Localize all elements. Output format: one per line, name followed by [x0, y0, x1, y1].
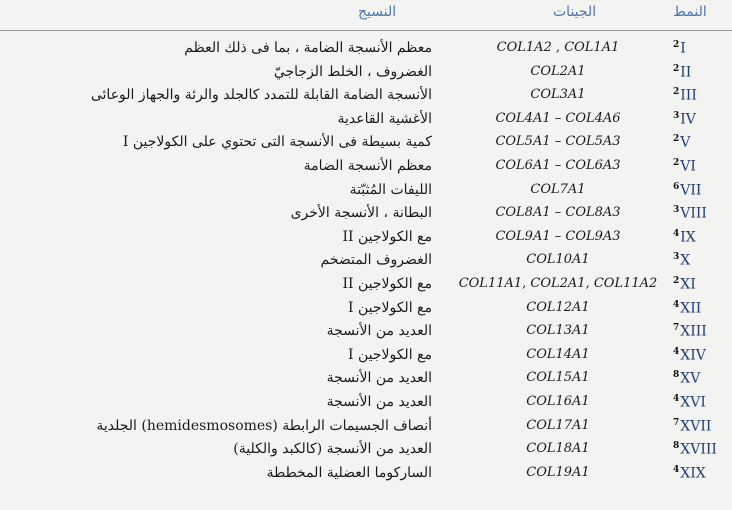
type-cell: [673, 158, 696, 175]
type-superscript: 8: [673, 441, 680, 452]
tissue-cell: أنصاف الجسيمات الرابطة (hemidesmosomes) الجلدية: [96, 417, 432, 434]
type-numeral: XVI: [680, 394, 706, 411]
table-row: [0, 367, 732, 391]
type-superscript: 4: [673, 346, 680, 357]
type-numeral: XIV: [680, 347, 706, 364]
type-superscript: 4: [673, 464, 680, 475]
type-superscript: 3: [673, 205, 680, 216]
table-row: [0, 297, 732, 321]
genes-cell: COL6A1 – COL6A3: [495, 157, 621, 173]
tissue-cell: مع الكولاجين I: [347, 346, 432, 363]
genes-cell: COL5A1 – COL5A3: [495, 134, 621, 150]
tissue-cell: مع الكولاجين I: [347, 299, 432, 316]
type-numeral: VI: [680, 158, 696, 175]
type-superscript: 2: [673, 134, 680, 145]
table-row: [0, 391, 732, 415]
type-numeral: XI: [680, 276, 696, 293]
type-superscript: 2: [673, 275, 680, 286]
type-cell: [673, 465, 706, 482]
type-numeral: II: [680, 64, 692, 81]
type-numeral: X: [680, 253, 691, 269]
type-numeral: IV: [680, 111, 696, 128]
type-numeral: XII: [680, 300, 702, 317]
genes-cell: COL1A2 , COL1A1: [496, 40, 620, 55]
type-superscript: 2: [673, 63, 680, 74]
type-cell: [673, 111, 696, 128]
type-superscript: 2: [673, 40, 680, 50]
genes-cell: COL10A1: [526, 252, 590, 268]
type-numeral: V: [680, 135, 691, 152]
tissue-cell: الغضروف ، الخلط الزجاجيّ: [273, 63, 432, 80]
tissue-cell: الأنسجة الضامة القابلة للتمدد كالجلد والرئة والجهاز الوعائى: [90, 87, 432, 104]
type-superscript: 8: [673, 370, 680, 381]
type-superscript: 3: [673, 110, 680, 121]
table-row: [0, 226, 732, 250]
type-numeral: VII: [680, 182, 702, 199]
type-cell: [673, 64, 691, 81]
type-numeral: VIII: [680, 205, 707, 222]
type-cell: [673, 252, 690, 269]
type-cell: [673, 205, 707, 222]
type-cell: [673, 370, 700, 387]
table-row: [0, 37, 732, 61]
table-row: [0, 415, 732, 439]
genes-cell: COL13A1: [526, 323, 590, 339]
type-cell: [673, 40, 686, 57]
genes-cell: COL17A1: [526, 417, 590, 433]
table-row: [0, 273, 732, 297]
table-row: [0, 179, 732, 203]
type-numeral: XVIII: [680, 441, 717, 458]
type-superscript: 2: [673, 87, 680, 98]
genes-cell: COL15A1: [526, 370, 590, 386]
header-type: النمط: [673, 4, 707, 20]
type-superscript: 2: [673, 157, 680, 168]
type-numeral: III: [680, 87, 697, 104]
tissue-cell: معظم الأنسجة الضامة: [303, 157, 432, 174]
tissue-cell: الليفات المُثبّتة: [349, 181, 432, 198]
genes-cell: COL16A1: [526, 393, 590, 409]
genes-cell: COL3A1: [530, 87, 586, 103]
genes-cell: COL18A1: [526, 441, 590, 457]
type-superscript: 4: [673, 393, 680, 404]
type-cell: [673, 323, 707, 340]
type-cell: [673, 276, 696, 293]
tissue-cell: الساركوما العضلية المخططة: [266, 464, 432, 481]
type-cell: [673, 229, 696, 246]
genes-cell: COL9A1 – COL9A3: [495, 228, 621, 244]
tissue-cell: العديد من الأنسجة: [326, 370, 432, 387]
tissue-cell: العديد من الأنسجة: [326, 393, 432, 410]
tissue-cell: العديد من الأنسجة: [326, 323, 432, 340]
type-cell: [673, 418, 711, 435]
genes-cell: COL7A1: [530, 181, 586, 197]
type-cell: [673, 394, 706, 411]
genes-cell: COL14A1: [526, 346, 590, 362]
table-row: [0, 61, 732, 85]
table-row: [0, 155, 732, 179]
type-cell: [673, 441, 717, 458]
type-superscript: 4: [673, 228, 680, 239]
table-header: [0, 0, 732, 31]
table-row: [0, 320, 732, 344]
tissue-cell: الغضروف المتضخم: [320, 252, 432, 269]
table-row: [0, 131, 732, 155]
type-superscript: 7: [673, 323, 680, 334]
table-row: [0, 202, 732, 226]
tissue-cell: كمية بسيطة فى الأنسجة التى تحتوي على الكولاجين I: [122, 134, 432, 151]
type-numeral: I: [680, 40, 686, 57]
type-cell: [673, 182, 701, 199]
genes-cell: COL11A1, COL2A1, COL11A2: [458, 275, 658, 291]
type-cell: [673, 87, 697, 104]
type-cell: [673, 134, 690, 151]
type-superscript: 4: [673, 299, 680, 310]
tissue-cell: مع الكولاجين II: [342, 275, 432, 292]
type-superscript: 6: [673, 181, 680, 192]
table-row: [0, 84, 732, 108]
type-numeral: IX: [680, 229, 696, 246]
tissue-cell: الأغشية القاعدية: [337, 110, 432, 127]
genes-cell: COL4A1 – COL4A6: [495, 110, 621, 126]
tissue-cell: العديد من الأنسجة (كالكبد والكلية): [233, 441, 432, 458]
header-tissue: النسيج: [358, 4, 397, 20]
genes-cell: COL19A1: [526, 464, 590, 480]
tissue-cell: البطانة ، الأنسجة الأخرى: [290, 205, 432, 222]
table-row: [0, 108, 732, 132]
type-numeral: XV: [680, 370, 701, 387]
type-cell: [673, 300, 701, 317]
table-row: [0, 462, 732, 486]
type-numeral: XIII: [680, 323, 707, 340]
tissue-cell: معظم الأنسجة الضامة ، بما فى ذلك العظم: [184, 40, 432, 56]
type-numeral: XIX: [680, 465, 706, 482]
type-numeral: XVII: [680, 418, 712, 435]
genes-cell: COL8A1 – COL8A3: [495, 205, 621, 221]
table-body: [0, 37, 732, 485]
genes-cell: COL2A1: [530, 63, 586, 79]
table-row: [0, 438, 732, 462]
genes-cell: COL12A1: [526, 299, 590, 315]
type-superscript: 3: [673, 252, 680, 263]
table-row: [0, 344, 732, 368]
tissue-cell: مع الكولاجين II: [342, 228, 432, 245]
header-genes: الجينات: [553, 4, 597, 20]
type-superscript: 7: [673, 417, 680, 428]
type-cell: [673, 347, 706, 364]
table-row: [0, 249, 732, 273]
